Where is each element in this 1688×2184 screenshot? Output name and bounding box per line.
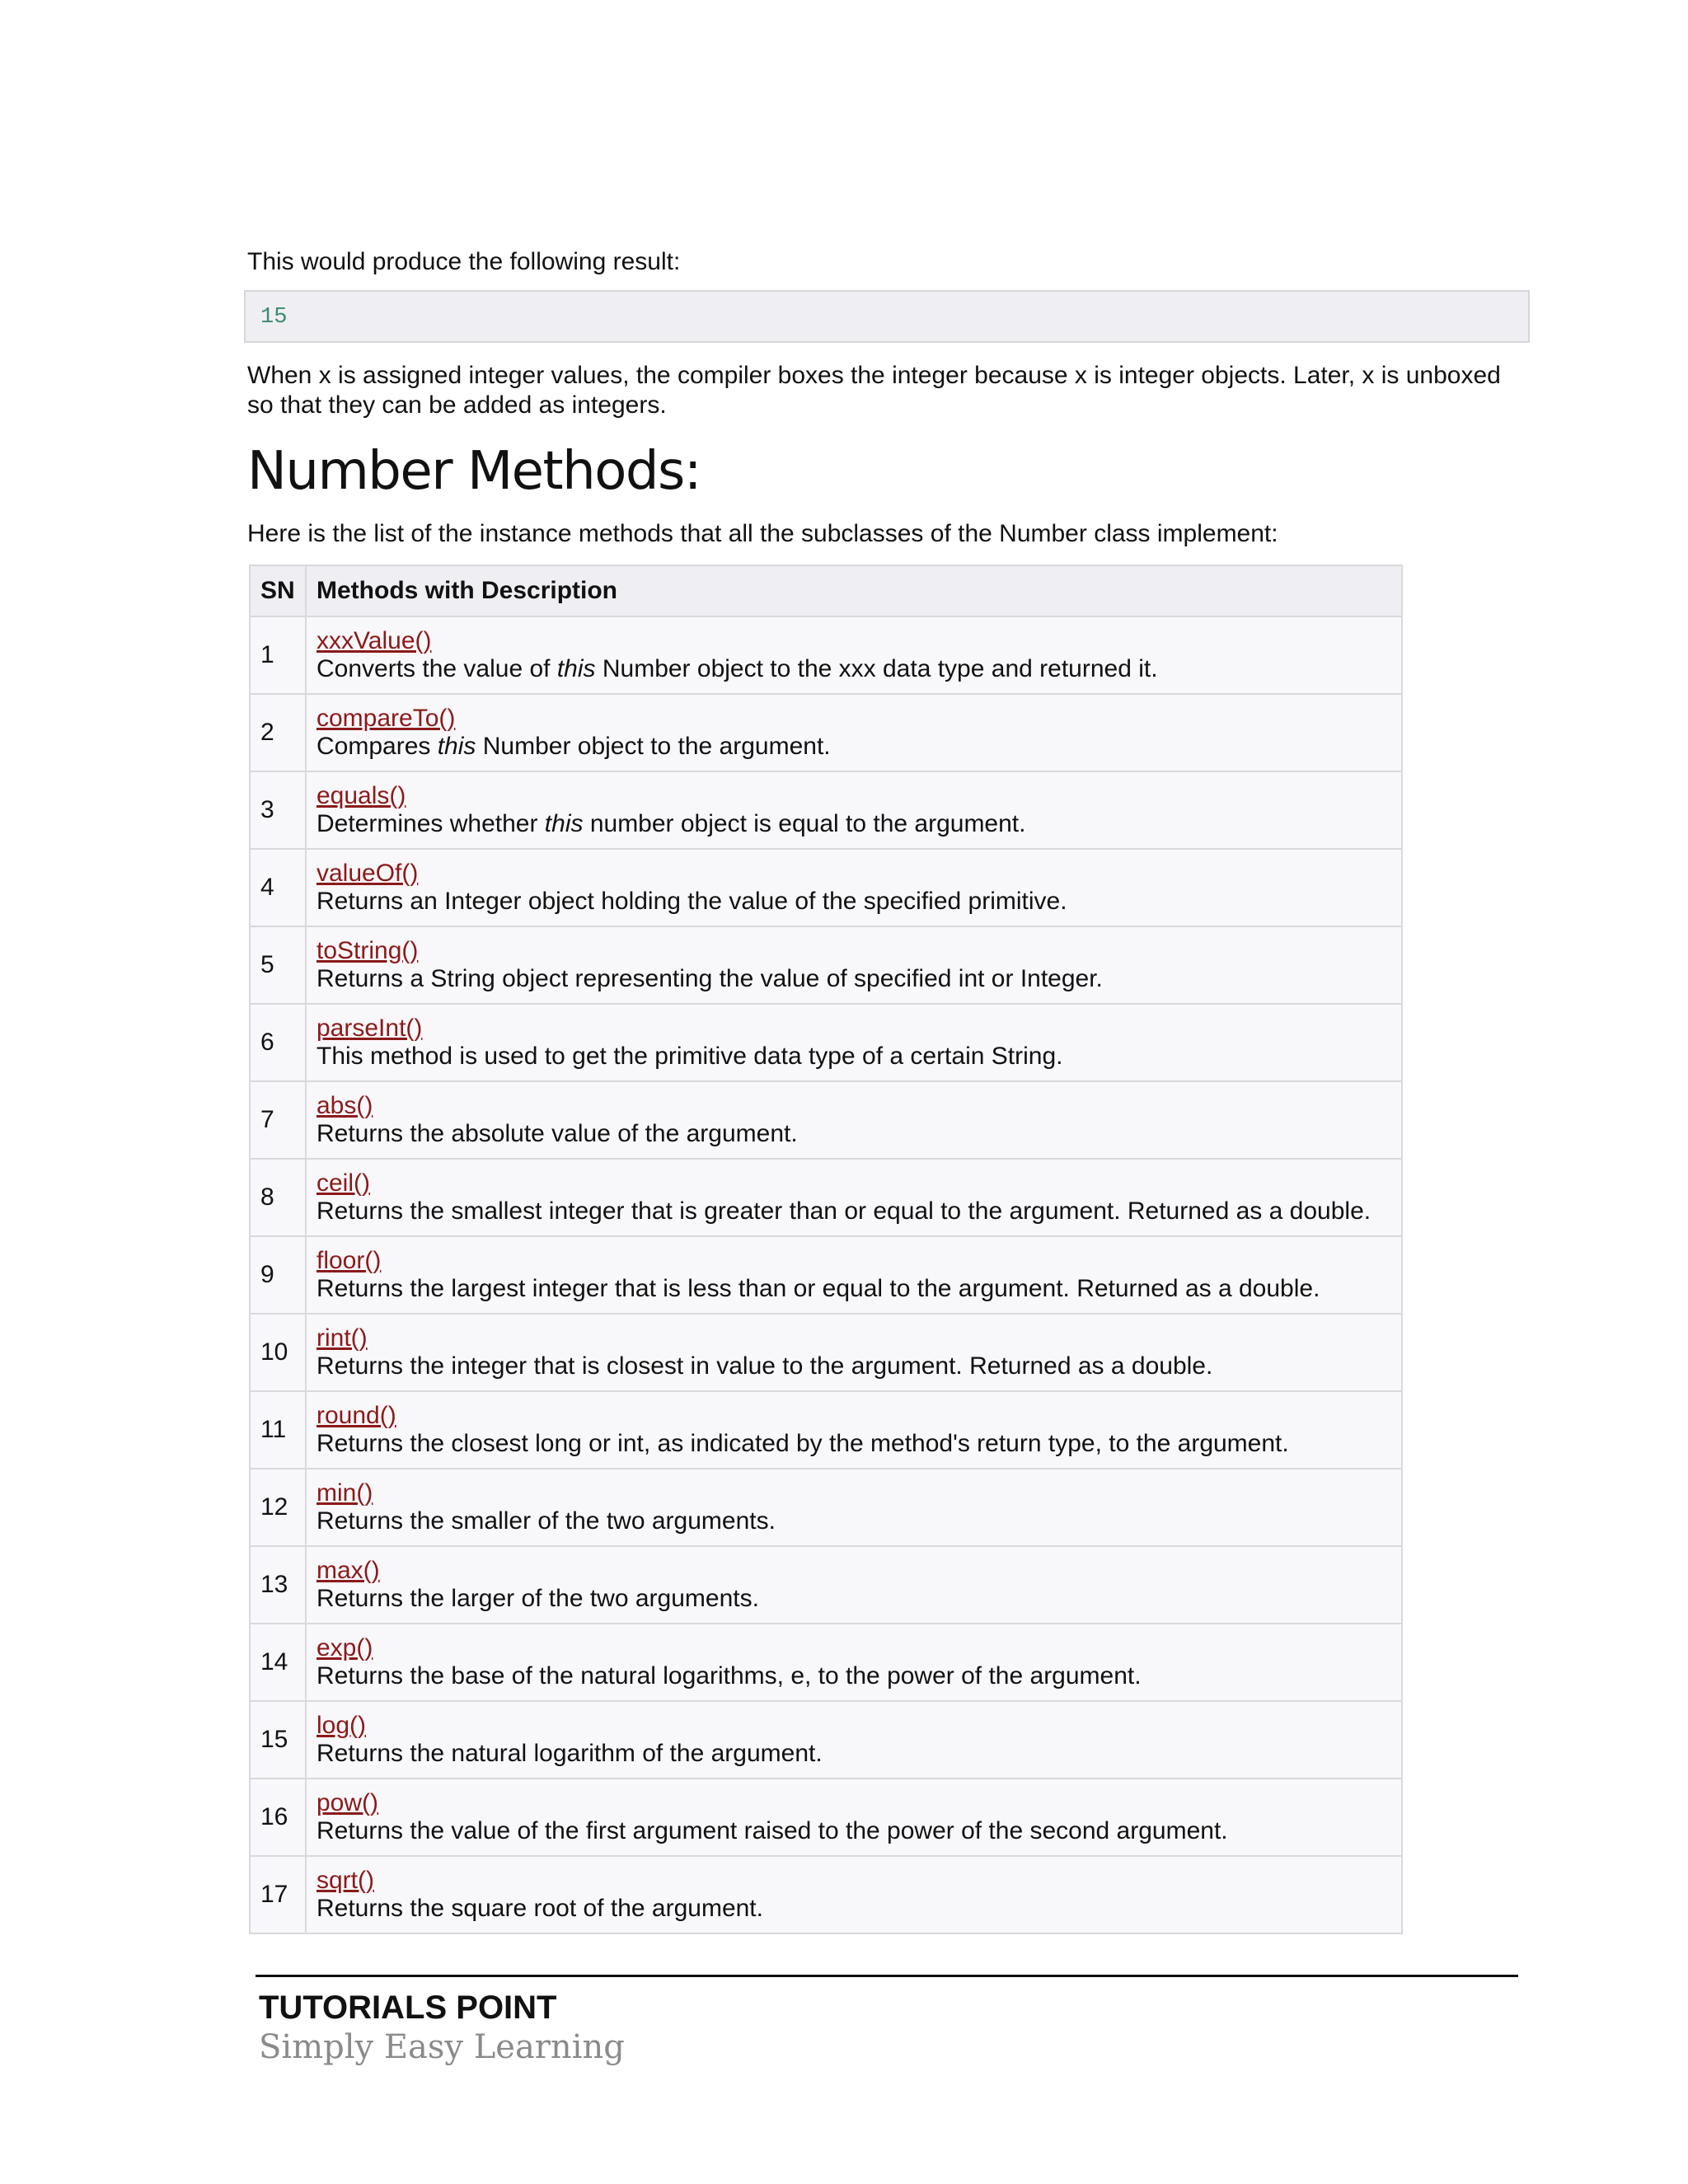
method-link[interactable]: floor()	[316, 1247, 382, 1274]
row-method-cell	[306, 1159, 1402, 1236]
footer-brand: TUTORIALS POINT	[259, 1990, 557, 2026]
description-text: Converts the value of	[316, 655, 557, 682]
description-text: Returns the smaller of the two arguments.	[316, 1507, 776, 1535]
table-row	[250, 694, 1402, 771]
description-text: Determines whether	[316, 810, 545, 837]
method-description	[316, 1662, 1391, 1690]
row-sn: 17	[250, 1856, 306, 1933]
method-description	[316, 888, 1391, 916]
table-row	[250, 1469, 1402, 1546]
method-description	[316, 1120, 1391, 1148]
method-description	[316, 1585, 1391, 1613]
method-description	[316, 1352, 1391, 1380]
method-link[interactable]: min()	[316, 1479, 373, 1507]
table-row	[250, 1624, 1402, 1701]
description-text-end: Number object to the xxx data type and returned it.	[595, 655, 1158, 682]
table-row	[250, 616, 1402, 694]
row-sn: 11	[250, 1391, 306, 1469]
description-text: Returns the largest integer that is less than or equal to the argument. Returned as a double.	[316, 1275, 1320, 1302]
method-link[interactable]: exp()	[316, 1634, 373, 1661]
code-output-text: 15	[260, 305, 288, 330]
method-link[interactable]: parseInt()	[316, 1015, 423, 1042]
method-description	[316, 1043, 1391, 1071]
method-link[interactable]: sqrt()	[316, 1867, 374, 1894]
section-heading: Number Methods:	[247, 441, 701, 502]
table-row	[250, 1314, 1402, 1391]
method-description	[316, 1275, 1391, 1303]
table-row	[250, 1081, 1402, 1159]
row-sn: 3	[250, 771, 306, 849]
table-row	[250, 1159, 1402, 1236]
intro-text: This would produce the following result:	[247, 248, 681, 275]
row-sn: 1	[250, 616, 306, 694]
table-row	[250, 1236, 1402, 1314]
description-text: Returns the natural logarithm of the argument.	[316, 1740, 823, 1767]
description-text: Returns the larger of the two arguments.	[316, 1585, 759, 1612]
row-method-cell	[306, 1779, 1402, 1856]
method-link[interactable]: valueOf()	[316, 860, 419, 887]
table-header-row	[250, 565, 1402, 616]
methods-table	[249, 565, 1403, 1934]
description-text: This method is used to get the primitive data type of a certain String.	[316, 1043, 1063, 1070]
row-method-cell	[306, 1469, 1402, 1546]
description-text: Returns the base of the natural logarithms, e, to the power of the argument.	[316, 1662, 1142, 1690]
row-sn: 9	[250, 1236, 306, 1314]
methods-table-body	[250, 616, 1402, 1933]
method-description	[316, 1817, 1391, 1845]
row-sn: 15	[250, 1701, 306, 1779]
description-text: Returns an Integer object holding the value of the specified primitive.	[316, 888, 1067, 915]
method-link[interactable]: ceil()	[316, 1169, 370, 1197]
table-row	[250, 1391, 1402, 1469]
description-text: Returns the value of the first argument raised to the power of the second argument.	[316, 1817, 1228, 1844]
description-emphasis: this	[544, 810, 584, 837]
method-description	[316, 655, 1391, 683]
description-text: Returns the integer that is closest in value to the argument. Returned as a double.	[316, 1352, 1213, 1380]
table-row	[250, 1856, 1402, 1933]
row-method-cell	[306, 771, 1402, 849]
row-sn: 5	[250, 926, 306, 1004]
table-row	[250, 849, 1402, 926]
method-description	[316, 810, 1391, 838]
method-description	[316, 1895, 1391, 1923]
table-row	[250, 1779, 1402, 1856]
row-sn: 7	[250, 1081, 306, 1159]
row-method-cell	[306, 1546, 1402, 1624]
row-sn: 16	[250, 1779, 306, 1856]
row-sn: 13	[250, 1546, 306, 1624]
description-text: Returns the absolute value of the argument.	[316, 1120, 798, 1147]
row-method-cell	[306, 1314, 1402, 1391]
header-sn: SN	[250, 565, 306, 616]
footer-tagline: Simply Easy Learning	[259, 2028, 625, 2066]
table-row	[250, 926, 1402, 1004]
row-method-cell	[306, 849, 1402, 926]
method-link[interactable]: toString()	[316, 937, 419, 964]
row-method-cell	[306, 926, 1402, 1004]
method-description	[316, 1430, 1391, 1458]
method-link[interactable]: equals()	[316, 782, 406, 809]
method-description	[316, 1507, 1391, 1535]
method-link[interactable]: max()	[316, 1557, 380, 1584]
row-method-cell	[306, 1856, 1402, 1933]
header-methods: Methods with Description	[306, 565, 1402, 616]
row-sn: 2	[250, 694, 306, 771]
method-link[interactable]: log()	[316, 1712, 367, 1739]
method-link[interactable]: xxxValue()	[316, 627, 432, 654]
row-sn: 8	[250, 1159, 306, 1236]
method-description	[316, 733, 1391, 761]
method-description	[316, 1740, 1391, 1768]
table-lead-text: Here is the list of the instance methods that all the subclasses of the Number class implement:	[247, 520, 1278, 547]
method-link[interactable]: rint()	[316, 1324, 368, 1352]
table-row	[250, 1004, 1402, 1081]
table-row	[250, 1701, 1402, 1779]
code-output-box	[244, 290, 1530, 343]
row-method-cell	[306, 1081, 1402, 1159]
method-description	[316, 965, 1391, 993]
description-text-end: Number object to the argument.	[476, 733, 831, 760]
table-row	[250, 1546, 1402, 1624]
method-link[interactable]: round()	[316, 1402, 396, 1429]
description-text: Returns the closest long or int, as indicated by the method's return type, to the argument.	[316, 1430, 1289, 1457]
footer-divider	[256, 1975, 1518, 1977]
row-method-cell	[306, 694, 1402, 771]
row-sn: 14	[250, 1624, 306, 1701]
row-method-cell	[306, 1624, 1402, 1701]
row-method-cell	[306, 1004, 1402, 1081]
method-link[interactable]: compareTo()	[316, 705, 456, 732]
row-sn: 4	[250, 849, 306, 926]
description-text: Returns the square root of the argument.	[316, 1895, 763, 1922]
row-sn: 6	[250, 1004, 306, 1081]
method-link[interactable]: abs()	[316, 1092, 373, 1119]
description-text: Compares	[316, 733, 438, 760]
method-link[interactable]: pow()	[316, 1789, 379, 1816]
description-emphasis: this	[556, 655, 596, 682]
row-method-cell	[306, 1701, 1402, 1779]
description-text-end: number object is equal to the argument.	[583, 810, 1026, 837]
row-method-cell	[306, 616, 1402, 694]
description-text: Returns a String object representing the value of specified int or Integer.	[316, 965, 1103, 992]
row-sn: 12	[250, 1469, 306, 1546]
description-emphasis: this	[437, 733, 476, 760]
explanation-paragraph: When x is assigned integer values, the compiler boxes the integer because x is integer objects. Later, x is unboxed so that they can be added as integers.	[247, 362, 1501, 419]
row-sn: 10	[250, 1314, 306, 1391]
row-method-cell	[306, 1391, 1402, 1469]
method-description	[316, 1197, 1391, 1226]
row-method-cell	[306, 1236, 1402, 1314]
table-row	[250, 771, 1402, 849]
description-text: Returns the smallest integer that is greater than or equal to the argument. Returned as a double.	[316, 1197, 1372, 1225]
